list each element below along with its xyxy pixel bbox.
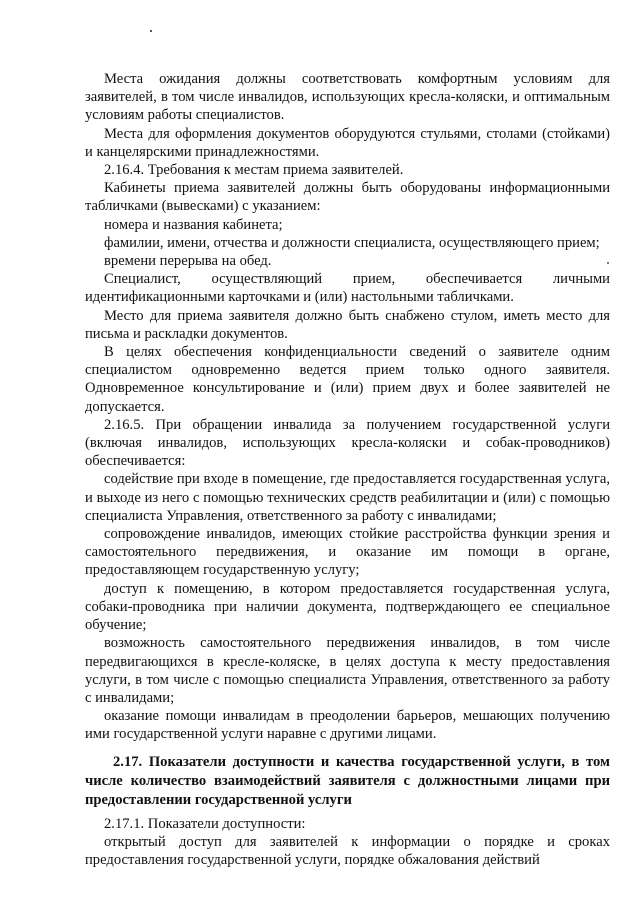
paragraph: В целях обеспечения конфиденциальности сведений о заявителе одним специалистом одновременно ведется прием только одного заявителя. Одновременное консультирование и (или) прием двух и более заявителей не допускается. (85, 344, 610, 415)
paragraph: оказание помощи инвалидам в преодолении барьеров, мешающих получению ими государственной услуги наравне с другими лицами. (85, 708, 610, 743)
paragraph: 2.16.4. Требования к местам приема заявителей. (104, 162, 404, 179)
paragraph: открытый доступ для заявителей к информации о порядке и сроках предоставления государственной услуги, порядке обжалования действий (85, 833, 610, 868)
paragraph: 2.16.5. При обращении инвалида за получением государственной услуги (включая инвалидов, использующих кресла-коляски и собак-проводников) обеспечивается: (85, 416, 610, 470)
paragraph: возможность самостоятельного передвижения инвалидов, в том числе передвигающихся в кресле-коляске, в целях доступа к месту предоставления услуги, в том числе с помощью специалиста Управления, ответственного за работу с инвалидами; (85, 635, 610, 706)
paragraph: Специалист, осуществляющий прием, обеспечивается личными идентификационными карточками и (или) настольными табличками. (85, 271, 610, 306)
paragraph: доступ к помещению, в котором предоставляется государственная услуга, собаки-проводника при наличии документа, подтверждающего ее специальное обучение; (85, 580, 610, 634)
paragraph: Места для оформления документов оборудуются стульями, столами (стойками) и канцелярскими принадлежностями. (85, 125, 610, 160)
paragraph: 2.17.1. Показатели доступности: (104, 815, 306, 832)
paragraph: Кабинеты приема заявителей должны быть оборудованы информационными табличками (вывесками) с указанием: (85, 180, 610, 215)
paragraph: Место для приема заявителя должно быть снабжено стулом, иметь место для письма и раскладки документов. (85, 307, 610, 342)
paragraph: номера и названия кабинета; (104, 216, 283, 233)
paragraph: сопровождение инвалидов, имеющих стойкие расстройства функции зрения и самостоятельного передвижения, и оказание им помощи в органе, предоставляющем государственную услугу; (85, 526, 610, 579)
paragraph: времени перерыва на обед. (104, 253, 272, 270)
paragraph: фамилии, имени, отчества и должности специалиста, осуществляющего прием; (104, 234, 600, 251)
section-heading: 2.17. Показатели доступности и качества государственной услуги, в том числе количество взаимодействий заявителя с должностными лицами при предоставлении государственной услуги (85, 753, 610, 808)
paragraph: Места ожидания должны соответствовать комфортным условиям для заявителей, в том числе инвалидов, использующих кресла-коляски, и оптимальным условиям работы специалистов. (85, 71, 610, 124)
paragraph: содействие при входе в помещение, где предоставляется государственная услуга, и выходе из него с помощью технических средств реабилитации и (или) с помощью специалиста Управления, ответственного за работу с инвалидами; (85, 471, 610, 524)
document-body (85, 70, 610, 869)
scan-speck (150, 30, 152, 32)
